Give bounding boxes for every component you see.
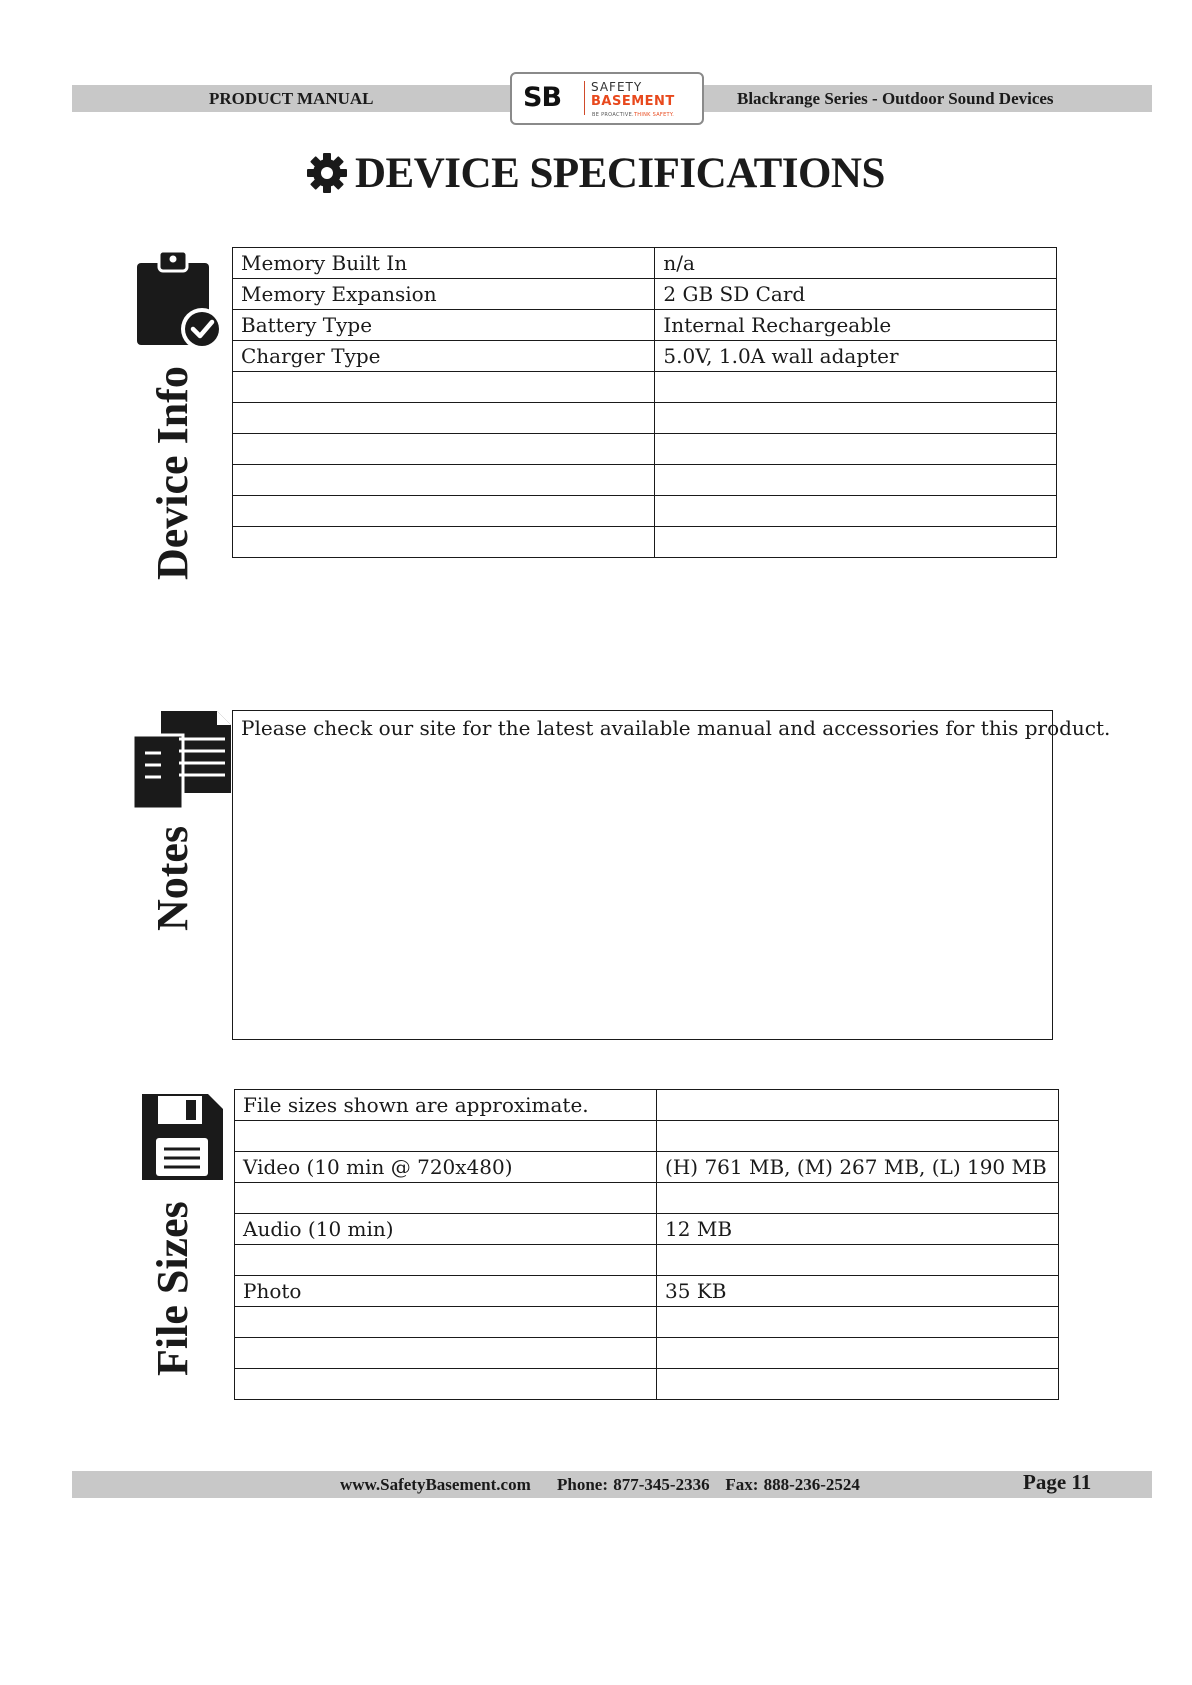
clipboard-check-icon xyxy=(135,249,225,351)
logo-line2: BASEMENT xyxy=(591,94,675,109)
table-cell xyxy=(655,372,1057,403)
page-title-text: DEVICE SPECIFICATIONS xyxy=(355,149,885,197)
table-cell xyxy=(657,1338,1059,1369)
page-title xyxy=(305,148,885,198)
page-number: Page 11 xyxy=(1023,1470,1092,1494)
table-cell xyxy=(233,527,655,558)
header-left-text: PRODUCT MANUAL xyxy=(209,89,374,108)
documents-icon xyxy=(131,709,233,811)
table-cell xyxy=(655,527,1057,558)
table-row xyxy=(235,1369,1059,1400)
footer-contact: www.SafetyBasement.com Phone: 877-345-2336 Fax: 888-236-2524 xyxy=(340,1475,860,1494)
header-right-text: Blackrange Series - Outdoor Sound Devices xyxy=(737,89,1054,108)
file-sizes-table xyxy=(234,1089,1059,1400)
table-cell xyxy=(655,403,1057,434)
table-row xyxy=(233,279,1057,310)
table-cell xyxy=(233,372,655,403)
table-row xyxy=(233,527,1057,558)
device-info-label: Device Info xyxy=(148,366,197,580)
table-cell: Memory Expansion xyxy=(233,279,655,310)
table-cell: Photo xyxy=(235,1276,657,1307)
table-row xyxy=(233,310,1057,341)
table-cell: (H) 761 MB, (M) 267 MB, (L) 190 MB xyxy=(657,1152,1059,1183)
safety-basement-logo xyxy=(510,72,704,125)
table-cell: Memory Built In xyxy=(233,248,655,279)
table-cell xyxy=(235,1338,657,1369)
table-row xyxy=(235,1183,1059,1214)
table-cell: n/a xyxy=(655,248,1057,279)
table-cell xyxy=(235,1183,657,1214)
table-cell: Internal Rechargeable xyxy=(655,310,1057,341)
table-row xyxy=(235,1307,1059,1338)
table-cell: Audio (10 min) xyxy=(235,1214,657,1245)
table-cell xyxy=(233,465,655,496)
table-cell: Video (10 min @ 720x480) xyxy=(235,1152,657,1183)
table-row xyxy=(235,1121,1059,1152)
logo-tagline-b: THINK SAFETY. xyxy=(633,112,675,118)
logo-divider xyxy=(584,81,585,115)
table-cell: 12 MB xyxy=(657,1214,1059,1245)
table-cell xyxy=(233,434,655,465)
device-info-table xyxy=(232,247,1057,558)
table-cell xyxy=(235,1307,657,1338)
table-row xyxy=(235,1245,1059,1276)
table-row xyxy=(233,496,1057,527)
footer-band xyxy=(72,1471,1152,1498)
table-cell xyxy=(657,1121,1059,1152)
table-row xyxy=(235,1214,1059,1245)
table-cell xyxy=(235,1121,657,1152)
table-cell xyxy=(655,434,1057,465)
table-cell: File sizes shown are approximate. xyxy=(235,1090,657,1121)
gear-icon xyxy=(305,151,349,195)
logo-tagline xyxy=(592,112,674,118)
notes-box xyxy=(232,710,1111,1040)
logo-tagline-a: BE PROACTIVE. xyxy=(592,112,634,118)
table-row xyxy=(235,1338,1059,1369)
table-cell xyxy=(655,465,1057,496)
table-row xyxy=(233,403,1057,434)
table-cell xyxy=(235,1245,657,1276)
table-cell xyxy=(657,1245,1059,1276)
table-cell: Charger Type xyxy=(233,341,655,372)
table-cell xyxy=(657,1307,1059,1338)
table-row xyxy=(235,1090,1059,1121)
file-sizes-label: File Sizes xyxy=(148,1201,197,1376)
table-cell: 2 GB SD Card xyxy=(655,279,1057,310)
table-row xyxy=(233,248,1057,279)
table-cell xyxy=(233,403,655,434)
table-row xyxy=(235,1276,1059,1307)
table-cell xyxy=(235,1369,657,1400)
table-cell: Battery Type xyxy=(233,310,655,341)
table-cell xyxy=(233,496,655,527)
table-cell xyxy=(655,496,1057,527)
table-cell xyxy=(657,1090,1059,1121)
table-row xyxy=(235,1152,1059,1183)
table-cell xyxy=(657,1183,1059,1214)
table-cell: 35 KB xyxy=(657,1276,1059,1307)
table-row xyxy=(233,372,1057,403)
floppy-disk-icon xyxy=(140,1092,225,1182)
logo-line1: SAFETY xyxy=(591,80,643,94)
table-cell: 5.0V, 1.0A wall adapter xyxy=(655,341,1057,372)
notes-label: Notes xyxy=(148,825,197,931)
logo-mark: SB xyxy=(523,82,562,113)
table-cell xyxy=(657,1369,1059,1400)
table-row xyxy=(233,341,1057,372)
notes-text: Please check our site for the latest available manual and accessories for this product. xyxy=(241,716,1111,740)
table-row xyxy=(233,434,1057,465)
table-row xyxy=(233,465,1057,496)
